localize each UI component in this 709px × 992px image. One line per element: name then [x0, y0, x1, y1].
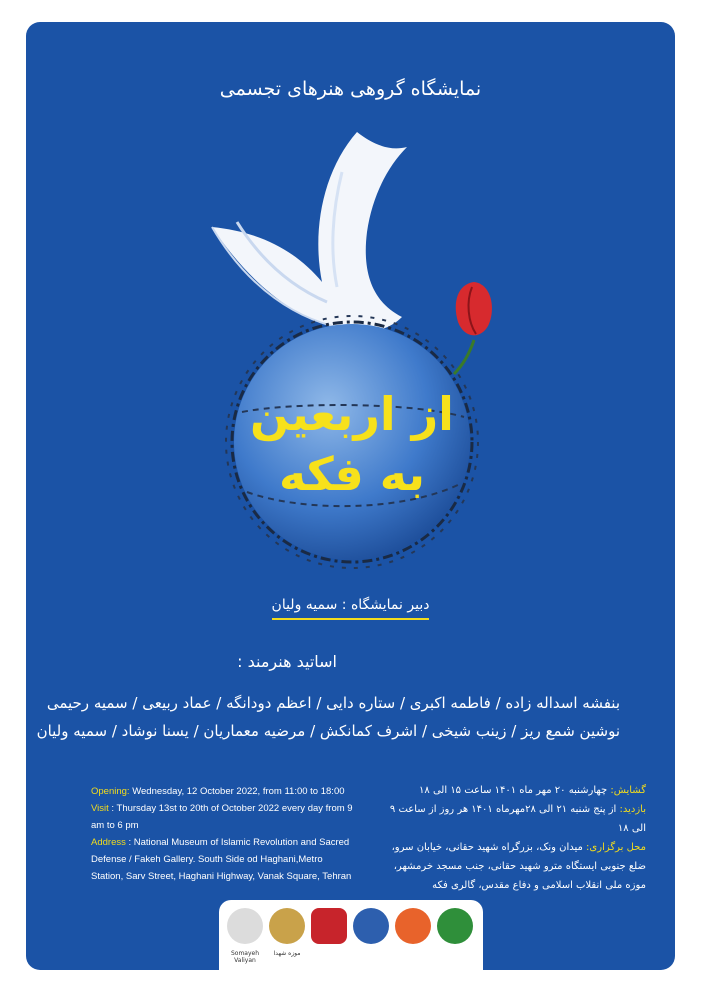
address-label-en: Address	[91, 837, 126, 848]
martyrs-museum-logo	[269, 908, 305, 944]
artists-heading: اساتید هنرمند :	[237, 652, 337, 671]
address-text-en: : National Museum of Islamic Revolution and Sacred Defense / Fakeh Gallery. South Side od Haghani,Metro Station, Sarv Street, Haghani Highway, Vanak Square, Tehran	[91, 837, 352, 882]
persian-info	[374, 781, 646, 895]
somayeh-valiyan-logo	[227, 908, 263, 944]
globe-icon	[226, 316, 478, 568]
municipality-logo	[437, 908, 473, 944]
artists-line-2: نوشین شمع ریز / زینب شیخی / اشرف کمانکش / مرضیه معماریان / یسنا نوشاد / سمیه ولیان	[36, 722, 620, 740]
visit-text-en: : Thursday 13st to 20th of October 2022 every day from 9 am to 6 pm	[91, 803, 353, 831]
revolution-museum-logo	[353, 908, 389, 944]
venue-label-fa: محل برگزاری:	[586, 842, 646, 853]
exhibition-title-line2: به فکه	[279, 447, 425, 501]
curator-text: دبیر نمایشگاه : سمیه ولیان	[272, 597, 430, 620]
sponsor-logos	[219, 900, 483, 970]
visit-label-en: Visit	[91, 803, 109, 814]
exhibition-subtitle: نمایشگاه گروهی هنرهای تجسمی	[219, 78, 482, 100]
venue-text-fa: میدان ونک، بزرگراه شهید حقانی، خیابان سرو، ضلع جنوبی ایستگاه مترو شهید حقانی، جنب مسجد خرمشهر، موزه ملی انقلاب اسلامی و دفاع مقدس، گالری فکه	[391, 842, 646, 891]
english-info	[91, 783, 353, 885]
tulip-icon	[454, 282, 492, 374]
sacred-defense-logo	[311, 908, 347, 944]
curator-block	[26, 594, 675, 620]
somayeh-valiyan-logo-text: Somayeh Valiyan	[230, 950, 260, 964]
opening-label-en: Opening:	[91, 786, 130, 797]
artists-line-1: بنفشه اسداله زاده / فاطمه اکبری / ستاره دایی / اعظم دودانگه / عماد ربیعی / سمیه رحیمی	[46, 694, 620, 712]
culture-foundation-logo	[395, 908, 431, 944]
visit-text-fa: از پنج شنبه ۲۱ الی ۲۸مهرماه ۱۴۰۱ هر روز از ساعت ۹ الی ۱۸	[389, 804, 646, 834]
opening-text-en: Wednesday, 12 October 2022, from 11:00 to 18:00	[129, 786, 345, 797]
visit-label-fa: بازدید:	[619, 804, 646, 815]
opening-label-fa: گشایش:	[610, 785, 646, 796]
dove-globe-artwork	[202, 112, 502, 592]
martyrs-museum-logo-text: موزه شهدا	[273, 950, 301, 957]
exhibition-title-line1: از اربعین	[250, 387, 454, 441]
opening-text-fa: چهارشنبه ۲۰ مهر ماه ۱۴۰۱ ساعت ۱۵ الی ۱۸	[419, 785, 611, 796]
poster	[26, 22, 675, 970]
dove-icon	[212, 132, 407, 332]
